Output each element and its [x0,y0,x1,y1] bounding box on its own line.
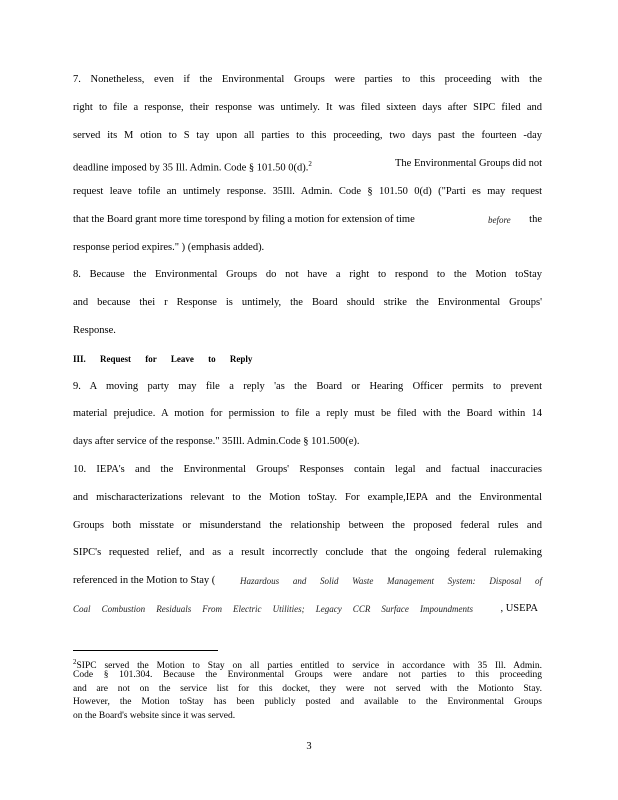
section-heading: III. Request for Leave to Reply [73,354,253,364]
footnote-separator [73,650,218,651]
paragraph-7-line-6 [73,213,542,227]
paragraph-10-line-1: 10. IEPA's and the Environmental Groups' Responses contain legal and factual inaccuracies [73,464,542,475]
paragraph-10-line-6 [73,602,542,617]
paragraph-8-line-1: 8. Because the Environmental Groups do not have a right to respond to the Motion toStay [73,269,542,280]
paragraph-7-line-4-text: deadline imposed by 35 Ill. Admin. Code § 101.50 0(d). [73,162,309,174]
paragraph-7-line-4 [73,157,542,176]
paragraph-10-line-5-text: referenced in the Motion to Stay ( [73,575,216,586]
paragraph-7-line-3: served its M otion to S tay upon all parties to this proceeding, two days past the fourteen -day [73,130,542,141]
paragraph-10-line-4: SIPC's requested relief, and as a result incorrectly conclude that the ongoing federal rulemaking [73,547,542,558]
paragraph-10-line-2: and mischaracterizations relevant to the Motion toStay. For example,IEPA and the Environmental [73,492,542,503]
page-number: 3 [306,741,312,752]
paragraph-7-line-1: 7. Nonetheless, even if the Environmental Groups were parties to this proceeding with the [73,74,542,85]
paragraph-8-line-2: and because thei r Response is untimely, the Board should strike the Environmental Groups' [73,297,542,308]
paragraph-9-line-2: material prejudice. A motion for permission to file a reply must be filed with the Board within 14 [73,408,542,419]
paragraph-10-line-3: Groups both misstate or misunderstand the relationship between the proposed federal rules and [73,520,542,531]
paragraph-10-line-5 [73,574,542,588]
paragraph-9-line-3: days after service of the response." 35Ill. Admin.Code § 101.500(e). [73,436,360,447]
paragraph-9-line-1: 9. A moving party may file a reply 'as the Board or Hearing Officer permits to prevent [73,381,542,392]
footnote-line-5: on the Board's website since it was served. [73,711,236,721]
paragraph-8-line-3: Response. [73,325,116,336]
citation-title-part-2: Coal Combustion Residuals From Electric Utilities; Legacy CCR Surface Impoundments [73,604,473,614]
paragraph-7-line-6-text: that the Board grant more time torespond by filing a motion for extension of time [73,214,415,225]
footnote-line-2: Code § 101.304. Because the Environmental Groups were andare not parties to this proceeding [73,670,542,680]
paragraph-7-line-5: request leave tofile an untimely response. 35Ill. Admin. Code § 101.50 0(d) ("Parti es may request [73,186,542,197]
citation-agency: , USEPA [500,603,538,614]
citation-title-part-1: Hazardous and Solid Waste Management System: Disposal of [240,576,542,586]
paragraph-7-line-7: response period expires." ) (emphasis added). [73,242,265,253]
footnote-number: 2 [73,658,77,666]
footnote-line-3: and are not on the service list for this docket, they were not served with the Motionto Stay. [73,684,542,694]
paragraph-7-line-2: right to file a response, their response was untimely. It was filed sixteen days after SIPC filed and [73,102,542,113]
footnote-reference: 2 [308,160,312,168]
paragraph-7-line-6-tail: the [529,214,542,225]
emphasis-before: before [488,215,511,225]
footnote-line-4: However, the Motion toStay has been publicly posted and available to the Environmental Groups [73,697,542,707]
paragraph-7-line-4-tail: The Environmental Groups did not [395,158,542,169]
footnote-line-1-text: SIPC served the Motion to Stay on all parties entitled to service in accordance with 35 Ill. Admin. [76,661,542,672]
